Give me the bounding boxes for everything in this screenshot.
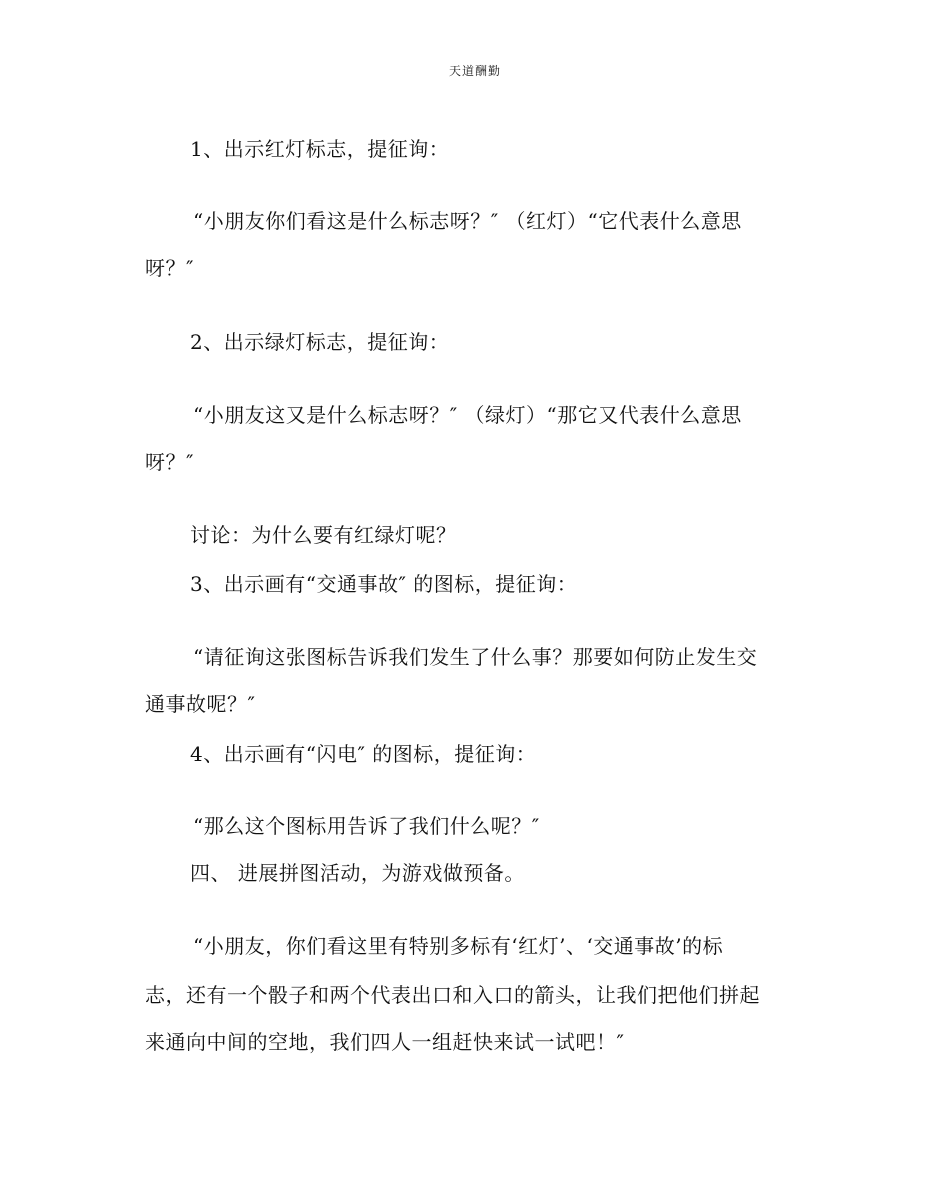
puzzle-instruction-line2: 志，还有一个骰子和两个代表出口和入口的箭头，让我们把他们拼起 — [145, 983, 760, 1007]
question-red-light-line1: “小朋友你们看这是什么标志呀？″ （红灯）“它代表什么意思 — [193, 209, 742, 233]
puzzle-instruction-line1: “小朋友，你们看这里有特别多标有‘红灯’、‘交通事故’的标 — [193, 934, 724, 958]
question-green-light-line2: 呀？″ — [145, 450, 194, 474]
question-accident-line1: “请征询这张图标告诉我们发生了什么事？那要如何防止发生交 — [193, 645, 758, 669]
step-4-text: 4、出示画有“闪电″ 的图标，提征询： — [190, 742, 537, 766]
question-lightning: “那么这个图标用告诉了我们什么呢？″ — [193, 814, 540, 838]
step-3-text: 3、出示画有“交通事故″ 的图标，提征询： — [190, 572, 578, 596]
step-2-text: 2、出示绿灯标志，提征询： — [190, 330, 450, 354]
step-1-text: 1、出示红灯标志，提征询： — [190, 137, 450, 161]
section-4-heading: 四、 进展拼图活动，为游戏做预备。 — [190, 861, 525, 885]
question-red-light-line2: 呀？″ — [145, 256, 194, 280]
discussion-text: 讨论：为什么要有红绿灯呢？ — [190, 523, 457, 547]
puzzle-instruction-line3: 来通向中间的空地，我们四人一组赶快来试一试吧！″ — [145, 1030, 625, 1054]
question-accident-line2: 通事故呢？″ — [145, 692, 256, 716]
question-green-light-line1: “小朋友这又是什么标志呀？″ （绿灯）“那它又代表什么意思 — [193, 403, 742, 427]
page-header: 天道酬勤 — [448, 64, 501, 78]
